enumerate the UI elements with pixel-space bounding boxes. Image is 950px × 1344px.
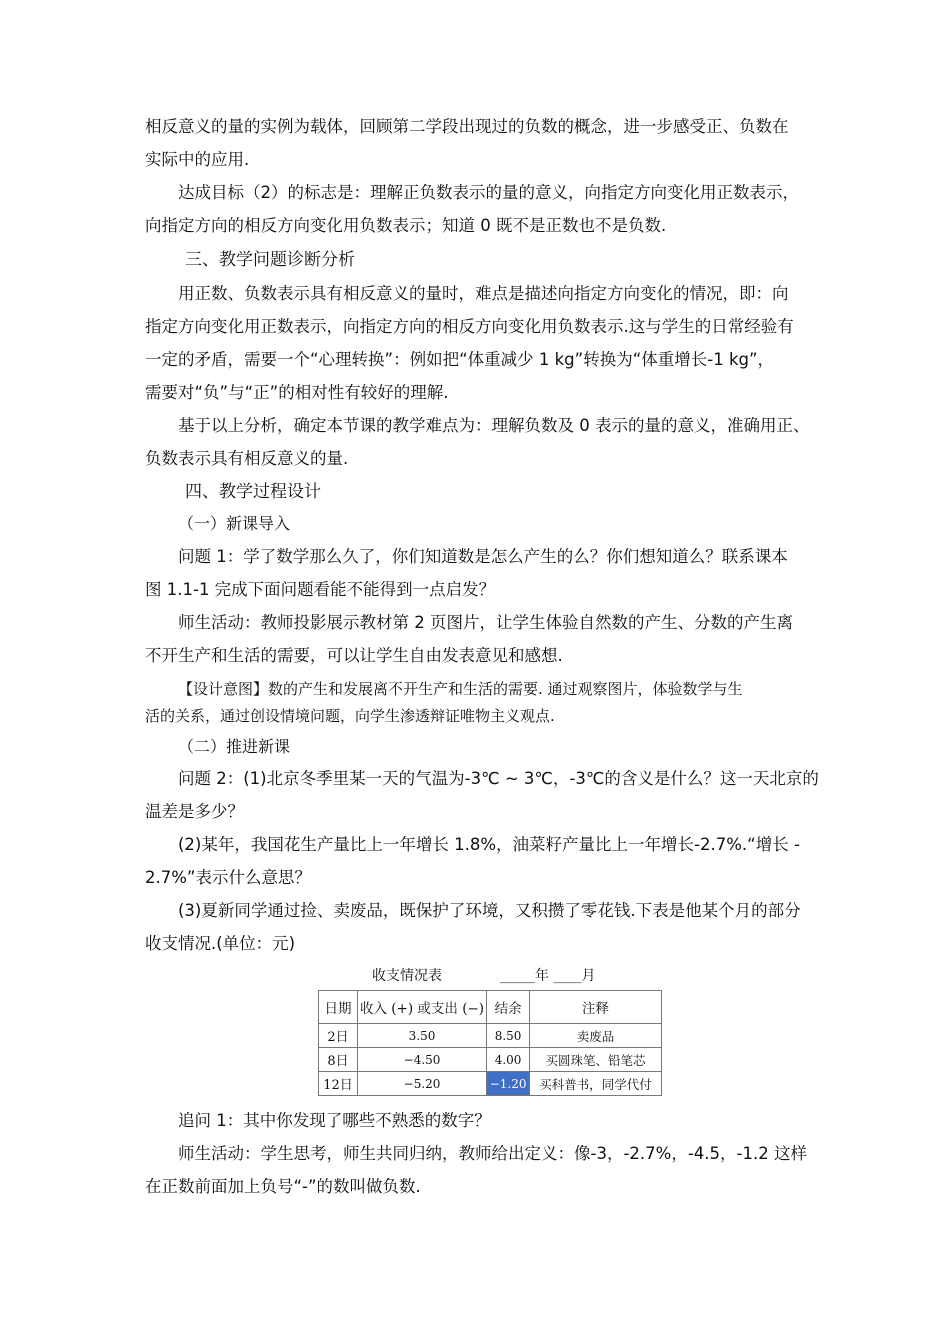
paragraph-line: 问题 2：(1)北京冬季里某一天的气温为-3℃ ~ 3℃，-3℃的含义是什么？这一天北京的 xyxy=(178,769,819,788)
date-cell: 8日 xyxy=(319,1048,358,1072)
paragraph-line: 温差是多少？ xyxy=(145,802,244,821)
remark-cell: 卖废品 xyxy=(530,1024,662,1048)
paragraph-line: 相反意义的量的实例为载体，回顾第二学段出现过的负数的概念，进一步感受正、负数在 xyxy=(145,117,789,136)
amount-cell: −4.50 xyxy=(358,1048,487,1072)
paragraph-line: 实际中的应用. xyxy=(145,150,250,169)
date-cell: 2日 xyxy=(319,1024,358,1048)
paragraph-line: 师生活动：教师投影展示教材第 2 页图片，让学生体验自然数的产生、分数的产生离 xyxy=(178,613,793,632)
paragraph-line: 一定的矛盾，需要一个“心理转换”：例如把“体重减少 1 kg”转换为“体重增长-1 kg”， xyxy=(145,350,775,369)
column-header: 结余 xyxy=(487,991,530,1024)
amount-cell: −5.20 xyxy=(358,1072,487,1096)
paragraph-line: 2.7%”表示什么意思？ xyxy=(145,868,311,887)
amount-cell: 3.50 xyxy=(358,1024,487,1048)
section-heading: 四、教学过程设计 xyxy=(185,482,321,502)
table-row xyxy=(319,1024,662,1048)
paragraph-line: 师生活动：学生思考，师生共同归纳，教师给出定义：像-3，-2.7%，-4.5，-1.2 这样 xyxy=(178,1144,807,1163)
paragraph-line: 负数表示具有相反意义的量. xyxy=(145,449,349,468)
section-heading: 三、教学问题诊断分析 xyxy=(185,250,355,270)
design-intent-note: 活的关系，通过创设情境问题，向学生渗透辩证唯物主义观点. xyxy=(145,707,555,725)
design-intent-note: 【设计意图】数的产生和发展离不开生产和生活的需要. 通过观察图片，体验数学与生 xyxy=(178,680,743,698)
table-row xyxy=(319,1048,662,1072)
date-cell: 12日 xyxy=(319,1072,358,1096)
subsection-heading: （一）新课导入 xyxy=(178,514,291,533)
income-expense-table xyxy=(318,990,662,1096)
paragraph-line: 指定方向变化用正数表示，向指定方向的相反方向变化用负数表示.这与学生的日常经验有 xyxy=(145,317,794,336)
table-header-row xyxy=(319,991,662,1024)
remark-cell: 买圆珠笔、铅笔芯 xyxy=(530,1048,662,1072)
column-header: 注释 xyxy=(530,991,662,1024)
subsection-heading: （二）推进新课 xyxy=(178,737,291,756)
paragraph-line: (3)夏新同学通过捡、卖废品，既保护了环境，又积攒了零花钱.下表是他某个月的部分 xyxy=(178,901,801,920)
paragraph-line: 在正数前面加上负号“-”的数叫做负数. xyxy=(145,1177,421,1196)
balance-cell: 8.50 xyxy=(487,1024,530,1048)
paragraph-line: 问题 1：学了数学那么久了，你们知道数是怎么产生的么？你们想知道么？联系课本 xyxy=(178,547,788,566)
remark-cell: 买科普书，同学代付 xyxy=(530,1072,662,1096)
paragraph-line: 追问 1：其中你发现了哪些不熟悉的数字？ xyxy=(178,1111,491,1130)
table-title: 收支情况表 xyxy=(372,968,442,984)
balance-cell: 4.00 xyxy=(487,1048,530,1072)
table-date-blank: _____年 ____月 xyxy=(500,968,596,984)
column-header: 日期 xyxy=(319,991,358,1024)
paragraph-line: 不开生产和生活的需要，可以让学生自由发表意见和感想. xyxy=(145,646,563,665)
table-row xyxy=(319,1072,662,1096)
paragraph-line: 基于以上分析，确定本节课的教学难点为：理解负数及 0 表示的量的意义，准确用正、 xyxy=(178,416,810,435)
column-header: 收入 (+) 或支出 (−) xyxy=(358,991,487,1024)
paragraph-line: (2)某年，我国花生产量比上一年增长 1.8%，油菜籽产量比上一年增长-2.7%.“增长 - xyxy=(178,835,800,854)
paragraph-line: 向指定方向的相反方向变化用负数表示；知道 0 既不是正数也不是负数. xyxy=(145,216,667,235)
paragraph-line: 收支情况.(单位：元) xyxy=(145,934,296,953)
paragraph-line: 用正数、负数表示具有相反意义的量时，难点是描述向指定方向变化的情况，即：向 xyxy=(178,284,789,303)
paragraph-line: 达成目标（2）的标志是：理解正负数表示的量的意义，向指定方向变化用正数表示， xyxy=(178,183,799,202)
paragraph-line: 需要对“负”与“正”的相对性有较好的理解. xyxy=(145,383,449,402)
balance-cell-highlighted: −1.20 xyxy=(487,1072,530,1096)
paragraph-line: 图 1.1-1 完成下面问题看能不能得到一点启发？ xyxy=(145,580,496,599)
